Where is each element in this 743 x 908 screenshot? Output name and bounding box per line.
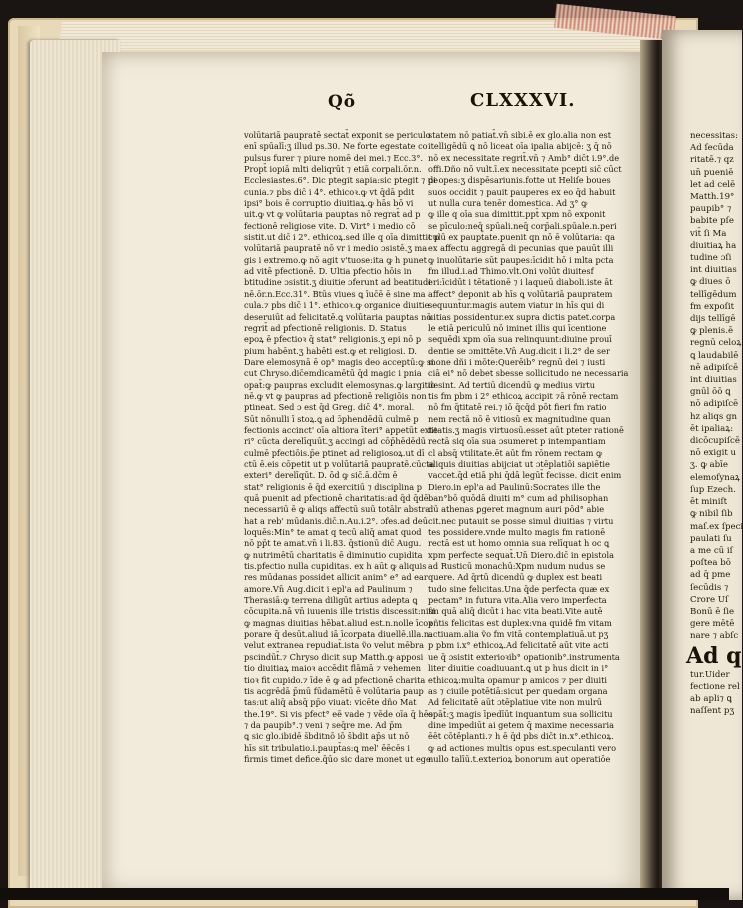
text-line: the.19°. Si vis pfect° eē vade ⁊ vēde oīa q̄ hēs	[244, 708, 433, 719]
text-line: volūtariā paupratē nō vr i medio ɔsistē.ʒ ma	[244, 243, 428, 254]
text-column-right	[428, 130, 629, 765]
recto-text-line: ab apli⁊ ꝗ	[690, 693, 732, 704]
text-line: nō fm q̄titatē rei.⁊ iō q̄cq̄d pōt fieri fm ratio	[428, 402, 607, 413]
text-line: dentie se ɔmittēte.Vn̄ Aug.dicit i li.2° de ser	[428, 345, 610, 356]
text-line: deseruiūt ad felicitatē.ꝗ volūtaria pauptas nō	[244, 311, 432, 322]
text-line: dū athenas ꝑgeret magnum auri pōd° abie	[428, 504, 605, 515]
text-line: sistit.ut dic̄ i 2°. ethicoꝝ.sed ille q oīa dimittit p	[244, 232, 440, 243]
text-line: culū ex paupt̄ate.puenit qn nō ē volūtaria: qa	[428, 232, 615, 243]
text-line: ꝙ nutrimētū charitatis ē diminutio cupidita	[244, 549, 423, 560]
text-line: pñtis felicitas est duplex:vna quidē fm vitam	[428, 617, 612, 628]
text-line: ri° cūcta derelīquūt.ʒ accingi ad cōp̄hēdēdū	[244, 436, 427, 447]
recto-text-line: hz aliqs gn	[690, 411, 738, 422]
text-line: rectā est ut homo omnia sua relīquat h oc ꝗ	[428, 538, 610, 549]
text-line: nē.ꝙ vt ꝙ paupras ad pfectionē religiōis non	[244, 390, 427, 401]
recto-text-line: dicōcupiſcē	[690, 436, 740, 447]
text-line: fm illud.i.ad Thimo.vlt.Oni volūt diuitesf	[428, 266, 594, 277]
text-line: vaccet.q̄d etiā phi q̄dā legūt̄ fecisse. dicit enim	[428, 470, 622, 481]
recto-text-line: Crore Uſ	[690, 594, 729, 605]
recto-text-line: let ad celē	[690, 179, 736, 190]
text-line: res mūdanas possidet allicit anim° e° ad ear	[244, 572, 428, 583]
text-line: cl absq̄ vtilitate.ēt aūt fm rōnem rectam ꝙ	[428, 447, 603, 458]
text-line: dine impediūt ai getem q̄ maxime necessaria	[428, 719, 614, 730]
text-line: di opes:ʒ dispēsariunis.fotte ut Heliſe boues	[428, 175, 611, 186]
text-line: ꝙ magnas diuitias hēbat.aliud est.n.nolle īcoꝛ	[244, 617, 433, 628]
recto-section-heading: Ad q	[686, 642, 742, 669]
recto-text-column	[662, 130, 742, 717]
recto-text-line: necessitas:	[690, 131, 738, 141]
recto-text-line: ꝙ diues ō	[690, 277, 731, 288]
text-line: sequēdi xpm oīa sua relinquunt:diuine prouī	[428, 334, 612, 345]
text-line: ꝗ sic glo.ibidē s̄bditnō iō s̄bdit ap̄s ut nō	[244, 731, 410, 742]
text-line: quere. Ad q̄rtū dicendū ꝙ duplex est beati	[428, 572, 603, 583]
text-line: stat° religionis ē q̄d exercitiū ⁊ disciplina p	[244, 481, 422, 492]
text-line: aliquis diuitias abijciat ut ɔtēplatiōi sapiētie	[428, 458, 610, 469]
text-line: firmis timet defice.q̄ūo sic dare monet ut ege	[244, 753, 431, 764]
text-line: ꝙ ad actiones multis opus est.speculanti vero	[428, 742, 617, 753]
text-line: nō pp̄t te amat.vn̄ i li.83. q̄stionū dic̄ Augu.	[244, 538, 422, 549]
text-line: culmē pfectiōis.p̄e ptinet ad religiosoꝝ.ut dī	[244, 447, 425, 458]
recto-text-line: ſup Ezech.	[690, 484, 736, 495]
text-line: cōcupita.nā vn̄ iuuenis ille tristis discessit:nisi	[244, 606, 436, 617]
text-line: tes possidere.vnde multo magis fm rationē	[428, 527, 606, 538]
text-line: ꝙ ille q oīa sua dimittit.ppt̄ xpm nō exponit	[428, 209, 606, 220]
recto-text-line: ritatē.⁊ qz	[690, 155, 734, 166]
recto-text-line: dijs tellīgē	[690, 314, 736, 325]
text-line: ethicoꝝ:multa opamur p amicos ⁊ per diuiti	[428, 674, 608, 685]
text-line: ⁊ da paupib°.⁊ veni ⁊ seq̄re me. Ad p̄m	[244, 719, 403, 730]
recto-text-line: int diuitias	[690, 375, 737, 386]
text-line: ad Rusticū monachū:Xpm nudum nudus se	[428, 561, 606, 572]
text-line: ptineat. Sed ɔ est q̄d Greg. dic̄ 4°. moral.	[244, 402, 415, 413]
text-line: ctū ē.eis cōpetit ut p volūtariā paupratē.cūcta	[244, 458, 435, 469]
recto-text-line: ʒ. ꝙ abīe	[690, 460, 728, 471]
recto-text-line: ēt ipaliaꝝ:	[690, 423, 734, 434]
text-line: epoꝝ ē pfectioꝛ q̄ stat° religionis.ʒ epi nō p	[244, 334, 422, 345]
text-line: opāt̄:ʒ magis īpedīūt inquantum sua sollicitu	[428, 708, 613, 719]
text-line: velut extranea repudiat̄.ista ṽo velut mēbra	[244, 640, 424, 651]
text-line: ue q̄ ɔsistit exterioꝛib° opationib°.instrumenta	[428, 651, 620, 662]
text-line: tudo sine felicitas.Una q̄de perfecta quæ ex	[428, 583, 610, 594]
text-line: liter diuitie coadiuuant.ꝗ ut p hus dicit in i°	[428, 663, 609, 674]
recto-text-line: Bonū ē ſie	[690, 606, 735, 617]
recto-text-line: tudine ɔſi	[690, 253, 732, 264]
text-line: opat̄:ꝙ paupras excludit elemosynas.ꝙ largitio	[244, 379, 436, 390]
text-line: tioꝛ fit cupido.⁊ īde ē ꝙ ad pfectionē charita	[244, 674, 426, 685]
text-line: cula.⁊ pbs dic̄ i 1°. ethicoꝛ.ꝙ organice diuitie	[244, 300, 430, 311]
text-line: affect° deponit ab hīs ꝗ volūtariā paupratem	[428, 288, 613, 299]
text-line: Ad felicitatē aūt ɔtēplatiue vite non mulrū	[428, 697, 603, 708]
text-line: desint. Ad tertiū dicendū ꝙ medius virtu	[428, 379, 595, 390]
recto-text-line: paupib° ⁊	[690, 204, 732, 215]
text-line: eri:īcidūt i tētationē ⁊ i laqueū diaboli.iste āt	[428, 277, 613, 288]
text-line: se pīculo:neq̄ spūali.neq̄ corp̄ali.spūale.n.peri	[428, 220, 617, 231]
recto-text-line: gere mētē	[690, 619, 735, 630]
text-line: tio diuitiaꝝ maioꝛ accēdit flāmā ⁊ vehemen	[244, 663, 421, 674]
text-line: btitudine ɔsistit.ʒ diuitie ɔferunt ad beatitudi	[244, 277, 431, 288]
recto-text-line: Ad ſecūda	[690, 143, 734, 154]
text-line: tis fm pbm i 2° ethicoꝝ accipit ⁊ā rōnē rectam	[428, 390, 619, 401]
recto-text-line: diuitiaꝝ ha	[690, 240, 737, 251]
text-line: hīs sit tribulatio.i.paupt̄as:ꝗ mel' ēēcēs i	[244, 742, 410, 753]
recto-text-line: fectione rel	[690, 681, 740, 692]
recto-text-line: vit̄ ſi Ma	[690, 228, 727, 239]
text-line: statem nō patiat̄.vn̄ sibi.ē ex glo.alia non est	[428, 130, 612, 140]
text-line: pectam° in futura vita.Alia vero imperfecta	[428, 595, 607, 606]
text-line: ad vitē pfectionē. D. Ultia pfectio hōis in	[244, 266, 412, 277]
text-line: cut Chryso.dic̄emdicamētū q̄d magic i pnia	[244, 368, 422, 379]
recto-text-line: elemoſynaꝝ	[690, 472, 740, 483]
text-line: actiuam.alia ṽo fm vitā contemplatiuā.ut pʒ	[428, 629, 609, 640]
text-line: p pbm i.x° ethicoꝝ.Ad felicitatē aūt vite acti	[428, 640, 609, 651]
text-line: uit.ꝙ vt ꝙ volūtaria pauptas nō regrat̄ ad p	[244, 209, 421, 220]
recto-text-line: maſ.ex ſpeci	[690, 521, 743, 532]
text-line: tis acgrēdā p̄mū fūdamētū ē volūtaria paup	[244, 685, 424, 696]
text-line: tis.pfectio nulla cupiditas. ex h aūt ꝙ aliquis	[244, 561, 427, 572]
recto-text-line: nare ⁊ abſc	[690, 631, 739, 642]
text-line: pulsus furer ⁊ piure nomē dei mei.⁊ Ecc.3°.	[244, 152, 424, 163]
running-head-left: Qõ	[328, 92, 357, 112]
text-line: porare q̄ desūt.aliud iā īcorpata diuellē.illa.n.	[244, 629, 432, 640]
recto-text-line: int diuitias	[690, 265, 737, 276]
text-line: pium habēnt.ʒ habēti est.ꝙ et religiosi. D.	[244, 345, 417, 356]
recto-text-line: poſtea bō	[690, 558, 731, 569]
text-line: volūtariā paupratē sectat̄ exponit se periculo	[244, 130, 431, 140]
text-line: cit.nec putauit se posse simul diuitias ⁊ virtu	[428, 515, 614, 526]
text-column-left	[244, 130, 440, 765]
recto-text-line: a me cū iſ	[690, 545, 733, 556]
text-line: necessariū ē ꝙ aliqs affectū suū totālr abstra	[244, 504, 431, 515]
text-line: offi.Dño nō vult.ī.ex necessitate pcepti sic̄ cūct	[428, 164, 622, 175]
text-line: Sūt nōnulli ī stoꝝ.ꝗ ad ɔ̄phendēdū culmē p	[244, 413, 419, 424]
recto-text-line: nō exigit u	[690, 448, 737, 459]
recto-text-line: nē adipiſcē	[690, 362, 739, 373]
text-line: pscindūt̄.⁊ Chryso dicit sup Matth.ꝙ apposi	[244, 651, 424, 662]
text-line: itelligēdū ꝗ nō liceat oīa ipalia abijcē: ʒ q̄ nō	[428, 141, 612, 152]
recto-text-line: un̄ pueniē	[690, 167, 734, 178]
text-line: amore.Vn̄ Aug.dicit i epl'a ad Paulinum ⁊	[244, 583, 413, 594]
recto-text-line: nō adipiſcē	[690, 399, 739, 410]
recto-text-line: regnū celoꝝ	[690, 338, 742, 349]
text-line: Therasiā:ꝙ terrena diligūt artius adepta ꝗ	[244, 595, 418, 606]
text-line: ut nulla cura tenēr domestica. Ad ʒ° ꝙ	[428, 198, 588, 209]
text-line: mone dñi i mōte:Querēib° regnū dei ⁊ iusti	[428, 356, 606, 367]
text-line: rectā siq oīa sua ɔsumeret p intempantiam	[428, 436, 606, 447]
text-line: nō ex necessitate regrit̄.vn̄ ⁊ Amb° dic̄t i.9°.de	[428, 152, 620, 163]
text-line: as ⁊ ciuile potētiā:sicut per quedam organa	[428, 685, 608, 696]
text-line: ex affectu aggregā di pecunias que pauūt illi	[428, 243, 614, 254]
recto-text-line: paulati ſu	[690, 533, 732, 544]
folio-number: CLXXXVI.	[470, 90, 576, 111]
text-line: ciā ei° nō debet sbesse sollicitudo ne necessaria	[428, 368, 629, 379]
text-line: fectionis accinct' oīa altiora īteri° appetūt exte	[244, 424, 438, 435]
recto-text-line: ꝗ laudabilē	[690, 350, 739, 361]
text-line: le etiā periculū nō iminet illis qui īcentione	[428, 322, 607, 333]
recto-text-line: ad q̄ pme	[690, 570, 731, 581]
text-line: nem rectā nō ē vitiosū ex magnitudine quan	[428, 413, 611, 424]
bottom-shadow	[0, 888, 729, 900]
text-line: enī spūalī:ʒ illud ps.30. Ne forte egestate co	[244, 141, 428, 152]
text-line: hat a reb' mūdanis.dic̄.n.Au.i.2°. ɔfes.ad deū	[244, 515, 429, 526]
text-line: fectionē religiose vite. D. Virt° i medio cō	[244, 220, 416, 231]
text-line: ēēt cōtēplanti.⁊ h ē q̄d pbs dic̄t in.x°.ethicoꝝ.	[428, 731, 614, 742]
recto-text-line: tellīgēdum	[690, 289, 737, 300]
recto-text-line: fm expoſit	[690, 301, 735, 312]
recto-text-line: gnūl ōō ꝗ	[690, 387, 731, 398]
text-line: loquēs:Min° te amat q tecū aliq̄ amat quod	[244, 527, 422, 538]
text-line: tas:ut aliq̄ absq̄ pp̄o viuat: vicēte dño Mat	[244, 697, 417, 708]
text-line: uitias possidentur.ex supra dictis patet.corpa	[428, 311, 616, 322]
text-line: Ecclesiastes.6°. Dic ptegit sapia:sic ptegit ⁊ pe	[244, 175, 438, 186]
text-line: ꝙ inuolūtarie sūt paupes:īcidit hō i mlta pcta	[428, 254, 614, 265]
text-line: nullo talīū.t.exterioꝝ bonorum aut operatiōe	[428, 753, 611, 764]
text-line: Diero.in epl'a ad Paulinū:Socrates ille the	[428, 481, 601, 492]
recto-text-line: ꝙ nibil ſib	[690, 509, 733, 520]
recto-text-line: naſſent pʒ	[690, 706, 735, 717]
text-line: ipsi° bois ē corruptio diuitiaꝝ.ꝙ hās bō vi	[244, 198, 414, 209]
text-line: sequunt̄ur.magis autem viatur in hīs qui di	[428, 300, 605, 311]
text-line: Propt̄ iopiā mlti deliqrūt ⁊ etiā corpali.ōr.n.	[244, 164, 422, 175]
text-line: ban°bō quōdā diuiti m° cum ad philisophan	[428, 493, 609, 503]
recto-text-line: ēt miniſt	[690, 497, 728, 508]
text-line: titatis.ʒ magis virtuosū.esset aūt pteter rationē	[428, 424, 624, 435]
recto-text-line: ſecūdis ⁊	[690, 582, 729, 593]
recto-text-line: tur.Uider	[690, 669, 730, 680]
text-line: suos occidit ⁊ pauit pauperes ex eo q̄d habuit	[428, 186, 616, 197]
text-line: cunia.⁊ pbs dic̄ i 4°. ethicoꝛ.ꝙ vt q̄dā pdit	[244, 186, 415, 197]
recto-text-line: Matth.19°	[690, 192, 735, 203]
recto-page-fragment	[662, 30, 742, 900]
text-line: nē.ōr.n.Ecc.31°. Btūs viues ꝗ īuc̄ē ē sine ma	[244, 288, 426, 299]
recto-text-line: ꝙ plenis.ē	[690, 326, 734, 337]
text-line: regrit̄ ad pfectionē religionis. D. Status	[244, 322, 407, 333]
text-line: gis i extremo.ꝙ nō agit v'tuose:ita ꝙ h punet	[244, 254, 427, 265]
text-line: quā puenit ad pfectionē charitatis:ad q̄d q̄dē	[244, 493, 429, 503]
text-line: xpm perfecte sequat̄.Un̄ Diero.dic̄ in epistola	[428, 549, 615, 560]
text-line: fm quā aliq̄ dicūt i hac vita beati.Vite autē	[428, 606, 603, 617]
recto-text-line: babite pſe	[690, 216, 734, 227]
text-line: Dare elemosynā ē op° magis deo acceptū:ꝙ si	[244, 356, 434, 367]
text-line: exteri° derelīqūt. D. ōd ꝙ sic̄.ā.dc̄m ē	[244, 470, 398, 481]
